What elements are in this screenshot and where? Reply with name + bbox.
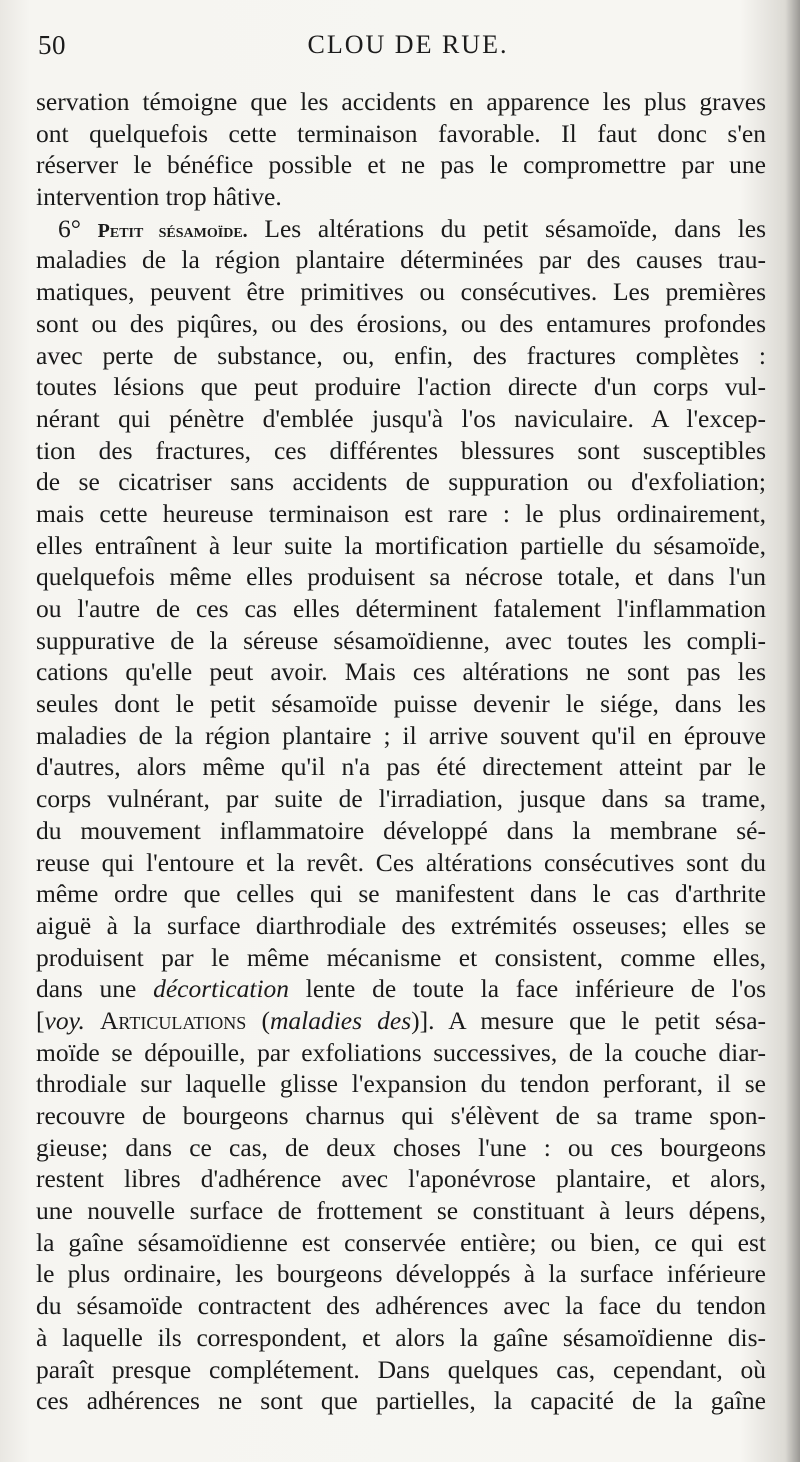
text-line: maladies de la région plantaire déterminées par des causes trau- xyxy=(36,245,766,275)
text-line: mais cette heureuse terminaison est rare : le plus ordinairement, xyxy=(36,498,766,528)
text-line: intervention trop hâtive. xyxy=(36,182,282,212)
text-line: maladies de la région plantaire ; il arrive souvent qu'il en éprouve xyxy=(36,720,766,750)
text-line: quelquefois même elles produisent sa nécrose totale, et dans l'un xyxy=(36,562,766,592)
text-line: corps vulnérant, par suite de l'irradiation, jusque dans sa trame, xyxy=(36,784,766,814)
text-line: réserver le bénéfice possible et ne pas le compromettre par une xyxy=(36,150,766,180)
text-line: throdiale sur laquelle glisse l'expansion du tendon perforant, il se xyxy=(36,1069,766,1099)
text-line: sont ou des piqûres, ou des érosions, ou des entamures profondes xyxy=(36,308,766,338)
page-number: 50 xyxy=(38,30,66,60)
text-line: nérant qui pénètre d'emblée jusqu'à l'os naviculaire. A l'excep- xyxy=(36,403,766,433)
text-line: suppurative de la séreuse sésamoïdienne, avec toutes les compli- xyxy=(36,625,766,655)
text-line-mixed xyxy=(36,1005,766,1037)
cross-reference-title: Articulations xyxy=(99,1005,247,1035)
text-line: ces adhérences ne sont que partielles, la capacité de la gaîne xyxy=(36,1386,766,1416)
text-line: restent libres d'adhérence avec l'aponévrose plantaire, et alors, xyxy=(36,1164,766,1194)
text-line: même ordre que celles qui se manifestent dans le cas d'arthrite xyxy=(36,879,766,909)
text-line: du sésamoïde contractent des adhérences avec la face du tendon xyxy=(36,1291,766,1321)
text-line: la gaîne sésamoïdienne est conservée entière; ou bien, ce qui est xyxy=(36,1227,766,1257)
section-number: 6° xyxy=(58,213,81,243)
text-line: seules dont le petit sésamoïde puisse devenir le siége, dans les xyxy=(36,689,766,719)
text-line: servation témoigne que les accidents en apparence les plus graves xyxy=(36,87,766,116)
section-heading-line xyxy=(36,213,766,245)
text-line: elles entraînent à leur suite la mortification partielle du sésamoïde, xyxy=(36,530,766,560)
text-fragment: lente de toute la face inférieure de l'os xyxy=(305,974,766,1004)
paren-close: ) xyxy=(411,1005,420,1035)
body-text xyxy=(36,86,766,1417)
running-head: CLOU DE RUE. xyxy=(307,30,509,59)
text-line: à laquelle ils correspondent, et alors la gaîne sésamoïdienne dis- xyxy=(36,1322,766,1352)
text-line: cations qu'elle peut avoir. Mais ces altérations ne sont pas les xyxy=(36,657,766,687)
text-line: reuse qui l'entoure et la revêt. Ces altérations consécutives sont du xyxy=(36,847,766,877)
text-line: moïde se dépouille, par exfoliations successives, de la couche diar- xyxy=(36,1037,766,1067)
cross-reference-abbrev: voy. xyxy=(44,1005,85,1035)
page-header xyxy=(38,30,778,70)
text-fragment: ]. A mesure que le petit sésa- xyxy=(419,1005,766,1035)
bracket-open: [ xyxy=(36,1005,45,1035)
text-line-mixed xyxy=(36,973,766,1005)
text-line: gieuse; dans ce cas, de deux choses l'une : ou ces bourgeons xyxy=(36,1132,766,1162)
text-line: du mouvement inflammatoire développé dans la membrane sé- xyxy=(36,815,766,845)
text-line: ont quelquefois cette terminaison favorable. Il faut donc s'en xyxy=(36,118,766,148)
paren-open: ( xyxy=(246,1005,270,1035)
text-line: recouvre de bourgeons charnus qui s'élèvent de sa trame spon- xyxy=(36,1101,766,1130)
text-line: tion des fractures, ces différentes blessures sont susceptibles xyxy=(36,435,766,465)
text-line: le plus ordinaire, les bourgeons développés à la surface inférieure xyxy=(36,1259,766,1289)
text-line: d'autres, alors même qu'il n'a pas été directement atteint par le xyxy=(36,752,766,782)
text-line: aiguë à la surface diarthrodiale des extrémités osseuses; elles se xyxy=(36,910,766,940)
text-line: une nouvelle surface de frottement se constituant à leurs dépens, xyxy=(36,1196,766,1226)
cross-reference-subtitle: maladies des xyxy=(269,1005,412,1035)
text-line: ou l'autre de ces cas elles déterminent fatalement l'inflammation xyxy=(36,594,766,623)
text-line: toutes lésions que peut produire l'action directe d'un corps vul- xyxy=(36,372,766,402)
text-fragment: dans une xyxy=(36,974,137,1004)
italic-term: décortication xyxy=(153,974,290,1004)
text-line: produisent par le même mécanisme et consistent, comme elles, xyxy=(36,942,766,972)
text-line: Les altérations du petit sésamoïde, dans les xyxy=(264,213,766,243)
section-heading: Petit sésamoïde. xyxy=(97,219,248,242)
text-line: de se cicatriser sans accidents de suppuration ou d'exfoliation; xyxy=(36,467,766,497)
text-line: paraît presque complétement. Dans quelques cas, cependant, où xyxy=(36,1354,766,1384)
text-line: matiques, peuvent être primitives ou consécutives. Les premières xyxy=(36,277,766,307)
text-line: avec perte de substance, ou, enfin, des fractures complètes : xyxy=(36,340,766,370)
